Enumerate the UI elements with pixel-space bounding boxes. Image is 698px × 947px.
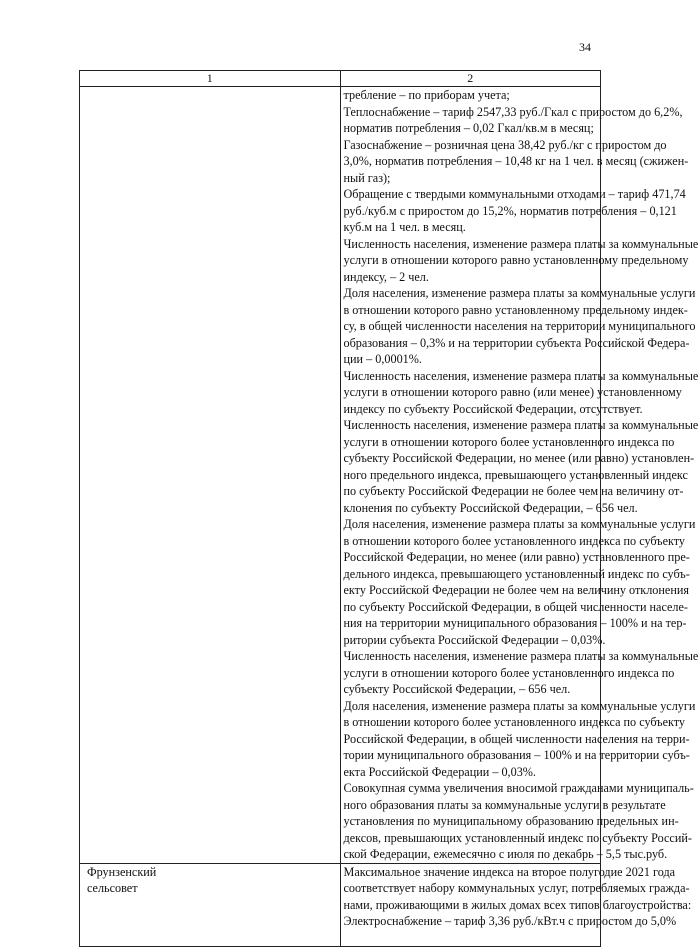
text-line: дельного индекса, превышающего установленный индекс по субъ- [343,566,690,581]
text-line: в отношении которого равно установленному предельному индек- [343,302,688,317]
text-line: по субъекту Российской Федерации, в общей численности населе- [343,599,688,614]
table-row [80,863,601,946]
column-number-1: 1 [80,71,341,87]
page-number: 34 [579,40,591,54]
text-line: Максимальное значение индекса на второе полугодие 2021 года [343,864,676,879]
text-line: екту Российской Федерации не более чем на величину отклонения [343,583,689,597]
text-line: дексов, превышающих установленный индекс по субъекту Россий- [343,830,692,845]
indicators-cell [340,87,698,864]
text-line: ритории субъекта Российской Федерации – 0,03%. [343,632,606,647]
municipal-tariffs-table [79,70,698,947]
text-line: Совокупная сумма увеличения вносимой гражданами муниципаль- [343,781,694,795]
text-line: Численность населения, изменение размера платы за коммунальные [343,368,698,383]
text-line: субъекту Российской Федерации, – 656 чел. [343,682,571,696]
paragraph [343,516,696,648]
text-line: ния на территории муниципального образования – 100% и на тер- [343,616,687,630]
municipality-cell [80,863,341,946]
paragraph [343,137,689,187]
text-line: клонения по субъекту Российской Федерации, – 656 чел. [343,500,638,515]
text-line: услуги в отношении которого более установленного индекса по [343,665,675,680]
text-line: требление – по приборам учета; [343,88,510,102]
text-line: Российской Федерации, в общей численности населения на терри- [343,731,690,746]
text-line: услуги в отношении которого равно установленному предельному [343,253,689,267]
paragraph [343,368,698,418]
text-line: тории муниципального образования – 100% и на территории субъ- [343,748,690,762]
text-line: Теплоснабжение – тариф 2547,33 руб./Гкал с приростом до 6,2%, [343,104,683,119]
table-header-row [80,71,601,87]
column-number-2: 2 [340,71,601,87]
paragraph [343,648,698,698]
text-line: 3,0%, норматив потребления – 10,48 кг на 1 чел. в месяц (сжижен- [343,154,689,168]
text-line: Обращение с твердыми коммунальными отходами – тариф 471,74 [343,187,686,201]
text-line: в отношении которого более установленного индекса по субъекту [343,533,686,548]
text-line: по субъекту Российской Федерации не более чем на величину от- [343,484,684,498]
text-line: ской Федерации, ежемесячно с июля по декабрь – 5,5 тыс.руб. [343,847,668,861]
text-line: ного предельного индекса, превышающего установленный индекс [343,467,688,482]
text-line: услуги в отношении которого равно (или менее) установленному [343,385,682,399]
text-line: образования – 0,3% и на территории субъекта Российской Федера- [343,335,690,350]
municipality-name-line: сельсовет [87,881,138,895]
text-line: Доля населения, изменение размера платы за коммунальные услуги [343,698,696,713]
paragraph [343,864,692,930]
text-line: ного образования платы за коммунальные услуги в результате [343,797,666,812]
paragraph [343,417,698,516]
text-line: Газоснабжение – розничная цена 38,42 руб./кг с приростом до [343,137,667,152]
text-line: в отношении которого более установленного индекса по субъекту [343,715,686,729]
text-line: индексу, – 2 чел. [343,269,429,284]
municipality-name [80,864,340,897]
text-line: ный газ); [343,170,391,185]
text-line: Электроснабжение – тариф 3,36 руб./кВт.ч с приростом до 5,0% [343,914,677,928]
text-line: соответствует набору коммунальных услуг, потребляемых гражда- [343,881,690,895]
table-row [80,87,601,864]
text-line: установления по муниципальному образованию предельных ин- [343,814,679,828]
paragraph [343,186,686,236]
text-line: индексу по субъекту Российской Федерации, отсутствует. [343,401,643,416]
text-line: су, в общей численности населения на территории муниципального [343,319,696,333]
text-line: куб.м на 1 чел. в месяц. [343,220,466,234]
text-line: Доля населения, изменение размера платы за коммунальные услуги [343,286,696,300]
text-line: норматив потребления – 0,02 Гкал/кв.м в месяц; [343,121,594,135]
indicators-text [341,87,698,863]
municipality-name-line: Фрунзенский [87,864,157,879]
text-line: Доля населения, изменение размера платы за коммунальные услуги [343,517,696,531]
text-line: услуги в отношении которого более установленного индекса по [343,434,675,449]
text-line: ции – 0,0001%. [343,352,422,366]
paragraph [343,104,683,137]
text-line: Российской Федерации, но менее (или равно) установленного пре- [343,550,690,564]
text-line: Численность населения, изменение размера платы за коммунальные [343,649,698,663]
text-line: Численность населения, изменение размера платы за коммунальные [343,236,698,251]
text-line: нами, проживающими в жилых домах всех типов благоустройства: [343,897,692,912]
municipality-cell [80,87,341,864]
indicators-cell [340,863,692,946]
text-line: руб./куб.м с приростом до 15,2%, норматив потребления – 0,121 [343,203,677,218]
paragraph [343,236,698,286]
paragraph [344,87,596,104]
text-line: Численность населения, изменение размера платы за коммунальные [343,418,698,432]
paragraph [343,698,696,781]
indicators-text [341,864,692,930]
paragraph [343,285,696,368]
text-line: екта Российской Федерации – 0,03%. [343,764,536,779]
paragraph [343,780,694,863]
text-line: субъекту Российской Федерации, но менее (или равно) установлен- [343,451,695,465]
